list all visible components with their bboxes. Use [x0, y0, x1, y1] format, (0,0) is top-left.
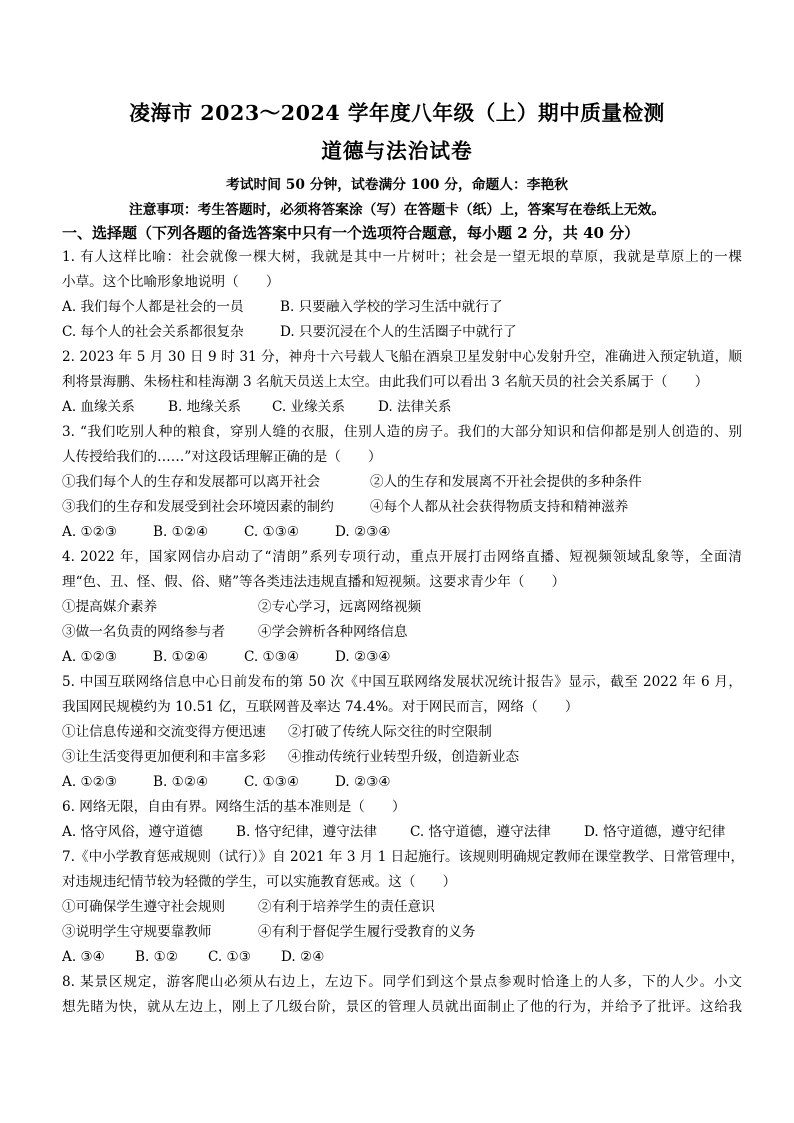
- question-7-option-d: D. ②④: [281, 949, 325, 965]
- question-5-statement-4: ④推动传统行业转型升级，创造新业态: [288, 749, 520, 765]
- question-4-line-2: 理“色、丑、怪、假、俗、赌”等各类违法违规直播和短视频。这要求青少年（ ）: [62, 574, 566, 590]
- question-5-statement-2: ②打破了传统人际交往的时空限制: [288, 724, 492, 740]
- exam-notice: 注意事项：考生答题时，必须将答案涂（写）在答题卡（纸）上，答案写在卷纸上无效。: [128, 202, 666, 218]
- exam-subtitle: 道德与法治试卷: [321, 139, 473, 163]
- question-6-option-d: D. 恪守道德，遵守纪律: [584, 824, 726, 840]
- question-6-option-b: B. 恪守纪律，遵守法律: [236, 824, 377, 840]
- question-2-option-b: B. 地缘关系: [168, 399, 242, 415]
- question-3-statement-2: ②人的生存和发展离不开社会提供的多种条件: [370, 474, 642, 490]
- question-4-option-d: D. ②③④: [335, 649, 391, 665]
- question-2-line-2: 利将景海鹏、朱杨柱和桂海潮 3 名航天员送上太空。由此我们可以看出 3 名航天员的社会关系属于（ ）: [62, 374, 709, 390]
- question-3-option-a: A. ①②③: [62, 524, 118, 540]
- section-heading: 一、选择题（下列各题的备选答案中只有一个选项符合题意，每小题 2 分，共 40 分）: [62, 224, 640, 242]
- exam-info: 考试时间 50 分钟，试卷满分 100 分，命题人：李艳秋: [226, 177, 568, 193]
- question-4-statement-3: ③做一名负责的网络参与者: [62, 624, 226, 640]
- question-3-option-c: C. ①③④: [244, 524, 300, 540]
- question-7-option-a: A. ③④: [62, 949, 105, 965]
- question-4-option-c: C. ①③④: [244, 649, 300, 665]
- question-4-option-b: B. ①②④: [153, 649, 209, 665]
- question-7-line-2: 对违规违纪情节较为轻微的学生，可以实施教育惩戒。这（ ）: [62, 874, 457, 890]
- question-7-statement-4: ④有利于督促学生履行受教育的义务: [258, 924, 476, 940]
- question-7-line-1: 7.《中小学教育惩戒规则（试行）》自 2021 年 3 月 1 日起施行。该规则明确规定教师在课堂教学、日常管理中，: [62, 849, 745, 865]
- question-4-statement-4: ④学会辨析各种网络信息: [258, 624, 408, 640]
- question-3-statement-4: ④每个人都从社会获得物质支持和精神滋养: [370, 499, 629, 515]
- question-5-line-1: 5. 中国互联网络信息中心日前发布的第 50 次《中国互联网络发展状况统计报告》显示，截至 2022 年 6 月，: [62, 674, 742, 690]
- question-5-line-2: 我国网民规模约为 10.51 亿，互联网普及率达 74.4%。对于网民而言，网络（ ）: [62, 699, 579, 715]
- question-7-statement-2: ②有利于培养学生的责任意识: [258, 899, 435, 915]
- question-7-statement-3: ③说明学生守规要靠教师: [62, 924, 212, 940]
- question-4-statement-2: ②专心学习，远离网络视频: [258, 599, 422, 615]
- question-7-option-b: B. ①②: [135, 949, 179, 965]
- question-1-line-2: 小草。这个比喻形象地说明（ ）: [62, 274, 280, 290]
- question-2-option-d: D. 法律关系: [378, 399, 452, 415]
- question-6-option-a: A. 恪守风俗，遵守道德: [62, 824, 203, 840]
- question-5-option-d: D. ②③④: [335, 774, 391, 790]
- question-3-line-2: 人传授给我们的……”对这段话理解正确的是（ ）: [62, 449, 382, 465]
- question-1-option-b: B. 只要融入学校的学习生活中就行了: [280, 299, 503, 315]
- question-6-option-c: C. 恪守道德，遵守法律: [410, 824, 551, 840]
- question-1-option-d: D. 只要沉浸在个人的生活圈子中就行了: [280, 324, 517, 340]
- question-5-option-a: A. ①②③: [62, 774, 118, 790]
- question-4-statement-1: ①提高媒介素养: [62, 599, 158, 615]
- question-3-line-1: 3. “我们吃别人种的粮食，穿别人缝的衣服，住别人造的房子。我们的大部分知识和信仰都是别人创造的、别: [62, 424, 742, 440]
- question-8-line-2: 想先睹为快，就从左边上，刚上了几级台阶，景区的管理人员就出面制止了他的行为，并给予了批评。这给我: [62, 999, 742, 1015]
- question-5-option-b: B. ①②④: [153, 774, 209, 790]
- question-5-statement-1: ①让信息传递和交流变得方便迅速: [62, 724, 266, 740]
- question-3-statement-3: ③我们的生存和发展受到社会环境因素的制约: [62, 499, 334, 515]
- question-2-option-c: C. 业缘关系: [272, 399, 345, 415]
- question-7-option-c: C. ①③: [208, 949, 251, 965]
- question-2-option-a: A. 血缘关系: [62, 399, 135, 415]
- question-4-line-1: 4. 2022 年，国家网信办启动了“清朗”系列专项行动，重点开展打击网络直播、短视频领域乱象等，全面清: [62, 549, 742, 565]
- question-8-line-1: 8. 某景区规定，游客爬山必须从右边上，左边下。同学们到这个景点参观时恰逢上的人多，下的人少。小文: [62, 974, 742, 990]
- exam-title: 凌海市 2023～2024 学年度八年级（上）期中质量检测: [129, 101, 665, 125]
- question-5-option-c: C. ①③④: [244, 774, 300, 790]
- question-3-statement-1: ①我们每个人的生存和发展都可以离开社会: [62, 474, 321, 490]
- question-5-statement-3: ③让生活变得更加便利和丰富多彩: [62, 749, 266, 765]
- question-6-line-1: 6. 网络无限，自由有界。网络生活的基本准则是（ ）: [62, 799, 406, 815]
- question-3-option-d: D. ②③④: [335, 524, 391, 540]
- question-1-option-a: A. 我们每个人都是社会的一员: [62, 299, 244, 315]
- question-7-statement-1: ①可确保学生遵守社会规则: [62, 899, 226, 915]
- question-2-line-1: 2. 2023 年 5 月 30 日 9 时 31 分，神舟十六号载人飞船在酒泉卫星发射中心发射升空，准确进入预定轨道，顺: [62, 349, 742, 365]
- question-3-option-b: B. ①②④: [153, 524, 209, 540]
- question-1-line-1: 1. 有人这样比喻：社会就像一棵大树，我就是其中一片树叶；社会是一望无垠的草原，我就是草原上的一棵: [62, 249, 742, 265]
- question-1-option-c: C. 每个人的社会关系都很复杂: [62, 324, 244, 340]
- question-4-option-a: A. ①②③: [62, 649, 118, 665]
